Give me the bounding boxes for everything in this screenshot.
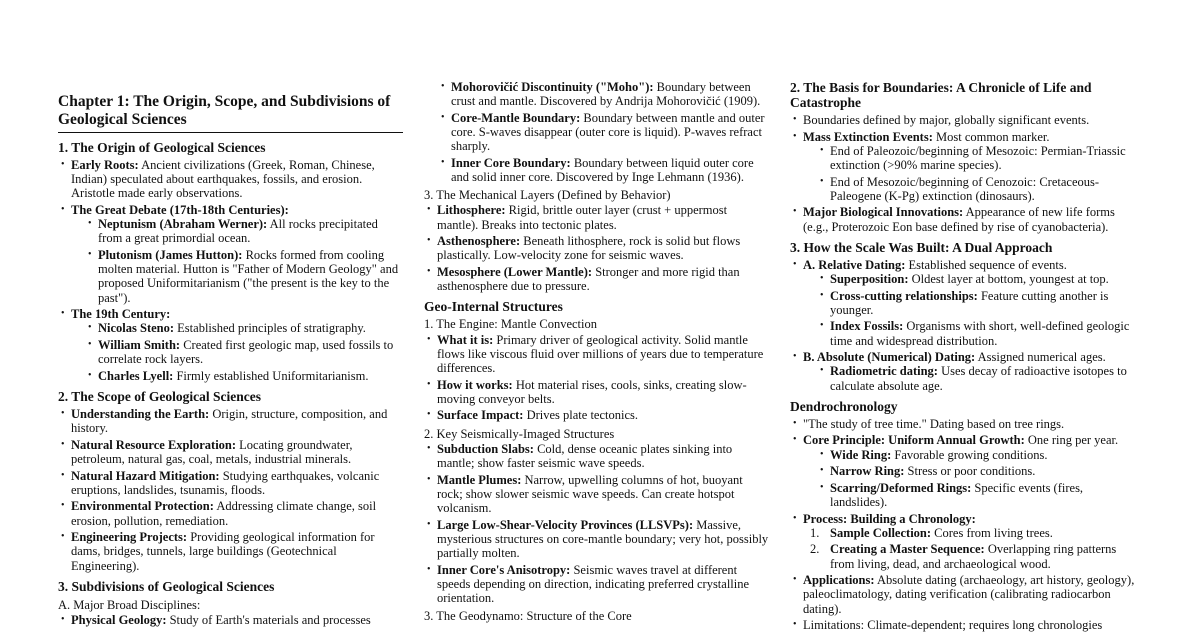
column-1 [58, 93, 403, 630]
subheading-major-disciplines: A. Major Broad Disciplines: [58, 597, 201, 612]
list-item: • Neptunism (Abraham Werner): All rocks precipitated from a great primordial ocean. [85, 217, 403, 245]
list-item: • Index Fossils: Organisms with short, well-defined geologic time and widespread distribution. [817, 319, 1135, 347]
convection-list [424, 333, 769, 423]
step-item: 1. Sample Collection: Cores from living trees. [803, 526, 1135, 540]
list-item: • Radiometric dating: Uses decay of radioactive isotopes to calculate absolute age. [817, 364, 1135, 392]
list-item: • Plutonism (James Hutton): Rocks formed from cooling molten material. Hutton is "Father of Modern Geology" and proposed Uniformitarianism ("the present is the key to the past"). [85, 248, 403, 305]
list-item: • Lithosphere: Rigid, brittle outer layer (crust + uppermost mantle). Breaks into tectonic plates. [424, 203, 769, 231]
dating-list [790, 258, 1135, 393]
chapter-title: Chapter 1: The Origin, Scope, and Subdivisions of Geological Sciences [58, 93, 403, 133]
list-item: • End of Paleozoic/beginning of Mesozoic: Permian-Triassic extinction (>90% marine species). [817, 144, 1135, 172]
subheading-mechanical-layers: 3. The Mechanical Layers (Defined by Behavior) [424, 188, 671, 203]
list-item: • End of Mesozoic/beginning of Cenozoic: Cretaceous-Paleogene (K-Pg) extinction (dinosaurs). [817, 175, 1135, 203]
section-heading-geo-internal: Geo-Internal Structures [424, 299, 563, 315]
boundaries-list [424, 80, 769, 184]
mechanical-list [424, 203, 769, 293]
list-item: • Inner Core Boundary: Boundary between liquid outer core and solid inner core. Discovered by Inge Lehmann (1936). [438, 156, 769, 184]
process-steps [803, 526, 1135, 571]
column-2 [424, 80, 769, 624]
list-item: • Nicolas Steno: Established principles of stratigraphy. [85, 321, 403, 335]
list-item: • William Smith: Created first geologic map, used fossils to correlate rock layers. [85, 338, 403, 366]
list-item: • Core Principle: Uniform Annual Growth: One ring per year. • Wide Ring: Favorable growing conditions. • Narrow Ring: Stress or poor conditions. • Scarring/Deformed Rings: Specific events (fires, landslides). [790, 433, 1135, 509]
list-item: • Mohorovičić Discontinuity ("Moho"): Boundary between crust and mantle. Discovered by Andrija Mohorovičić (1909). [438, 80, 769, 108]
list-item: • How it works: Hot material rises, cools, sinks, creating slow-moving conveyor belts. [424, 378, 769, 406]
list-item: • Major Biological Innovations: Appearance of new life forms (e.g., Proterozoic Eon base defined by rise of cyanobacteria). [790, 205, 1135, 233]
list-item: • Environmental Protection: Addressing climate change, soil erosion, pollution, remediation. [58, 499, 403, 527]
seismic-list [424, 442, 769, 605]
list-item: • Mesosphere (Lower Mantle): Stronger and more rigid than asthenosphere due to pressure. [424, 265, 769, 293]
dendro-list [790, 417, 1135, 633]
list-item: • Limitations: Climate-dependent; requires long chronologies [790, 618, 1135, 632]
section-heading-dual-approach: 3. How the Scale Was Built: A Dual Approach [790, 239, 1053, 255]
list-item: • "The study of tree time." Dating based on tree rings. [790, 417, 1135, 431]
list-item: • The Great Debate (17th-18th Centuries): • Neptunism (Abraham Werner): All rocks precipitated from a great primordial ocean. • Plutonism (James Hutton): Rocks formed from cooling molten material. Hutton is "Father of Modern Geology" and proposed Uniformitarianism ("the present is the key to the past"). [58, 203, 403, 305]
disciplines-list [58, 613, 403, 627]
list-item: • What it is: Primary driver of geological activity. Solid mantle flows like viscous fluid over millions of years due to temperature differences. [424, 333, 769, 376]
boundaries-basis-list [790, 113, 1135, 234]
list-item: • B. Absolute (Numerical) Dating: Assigned numerical ages. • Radiometric dating: Uses decay of radioactive isotopes to calculate absolute age. [790, 350, 1135, 393]
list-item: • Natural Hazard Mitigation: Studying earthquakes, volcanic eruptions, landslides, tsunamis, floods. [58, 469, 403, 497]
section-heading-boundaries: 2. The Basis for Boundaries: A Chronicle of Life and Catastrophe [790, 80, 1092, 110]
list-item: • Core-Mantle Boundary: Boundary between mantle and outer core. S-waves disappear (outer core is liquid). P-waves refract sharply. [438, 111, 769, 154]
list-item: • Boundaries defined by major, globally significant events. [790, 113, 1135, 127]
list-item: • Large Low-Shear-Velocity Provinces (LLSVPs): Massive, mysterious structures on core-mantle boundary; very hot, possibly partially molten. [424, 518, 769, 561]
list-item: • Cross-cutting relationships: Feature cutting another is younger. [817, 289, 1135, 317]
list-item: • Inner Core's Anisotropy: Seismic waves travel at different speeds depending on direction, indicating preferred crystalline orientation. [424, 563, 769, 606]
list-item: • Applications: Absolute dating (archaeology, art history, geology), paleoclimatology, dating verification (calibrating radiocarbon dating). [790, 573, 1135, 616]
subheading-mantle-convection: 1. The Engine: Mantle Convection [424, 317, 597, 332]
list-item: • Narrow Ring: Stress or poor conditions. [817, 464, 1135, 478]
section-heading-scope: 2. The Scope of Geological Sciences [58, 389, 261, 404]
list-item: • Scarring/Deformed Rings: Specific events (fires, landslides). [817, 481, 1135, 509]
list-item: • Engineering Projects: Providing geological information for dams, bridges, tunnels, large buildings (Geotechnical Engineering). [58, 530, 403, 573]
list-item: • Superposition: Oldest layer at bottom, youngest at top. [817, 272, 1135, 286]
list-item: • Mantle Plumes: Narrow, upwelling columns of hot, buoyant rock; show slower seismic wave speeds. Can create hotspot volcanism. [424, 473, 769, 516]
subheading-geodynamo: 3. The Geodynamo: Structure of the Core [424, 609, 632, 624]
list-item: • Natural Resource Exploration: Locating groundwater, petroleum, natural gas, coal, metals, industrial minerals. [58, 438, 403, 466]
column-3 [790, 80, 1135, 635]
step-item: 2. Creating a Master Sequence: Overlapping ring patterns from living, dead, and archaeological wood. [803, 542, 1135, 570]
list-item: • Process: Building a Chronology: 1. Sample Collection: Cores from living trees. 2. Creating a Master Sequence: Overlapping ring patterns from living, dead, and archaeological wood. [790, 512, 1135, 571]
subheading-seismic-structures: 2. Key Seismically-Imaged Structures [424, 426, 615, 441]
list-item: • Subduction Slabs: Cold, dense oceanic plates sinking into mantle; show faster seismic wave speeds. [424, 442, 769, 470]
origin-list [58, 158, 403, 383]
list-item: • Mass Extinction Events: Most common marker. • End of Paleozoic/beginning of Mesozoic: Permian-Triassic extinction (>90% marine species). • End of Mesozoic/beginning of Cenozoic: Cretaceous-Paleogene (K-Pg) extinction (dinosaurs). [790, 130, 1135, 203]
list-item: • A. Relative Dating: Established sequence of events. • Superposition: Oldest layer at bottom, youngest at top. • Cross-cutting relationships: Feature cutting another is younger. • Index Fossils: Organisms with short, well-defined geologic time and widespread distribution. [790, 258, 1135, 348]
list-item: • Asthenosphere: Beneath lithosphere, rock is solid but flows plastically. Low-velocity zone for seismic waves. [424, 234, 769, 262]
scope-list [58, 407, 403, 573]
section-heading-origin: 1. The Origin of Geological Sciences [58, 140, 266, 155]
list-item: • Early Roots: Ancient civilizations (Greek, Roman, Chinese, Indian) speculated about earthquakes, fossils, and erosion. Aristotle made early observations. [58, 158, 403, 201]
list-item: • Surface Impact: Drives plate tectonics. [424, 408, 769, 422]
list-item: • Wide Ring: Favorable growing conditions. [817, 448, 1135, 462]
section-heading-subdivisions: 3. Subdivisions of Geological Sciences [58, 578, 275, 594]
list-item: • The 19th Century: • Nicolas Steno: Established principles of stratigraphy. • William Smith: Created first geologic map, used fossils to correlate rock layers. • Charles Lyell: Firmly established Uniformitarianism. [58, 307, 403, 383]
section-heading-dendrochronology: Dendrochronology [790, 398, 898, 414]
list-item: • Charles Lyell: Firmly established Uniformitarianism. [85, 369, 403, 383]
list-item: • Understanding the Earth: Origin, structure, composition, and history. [58, 407, 403, 435]
list-item: • Physical Geology: Study of Earth's materials and processes [58, 613, 403, 627]
